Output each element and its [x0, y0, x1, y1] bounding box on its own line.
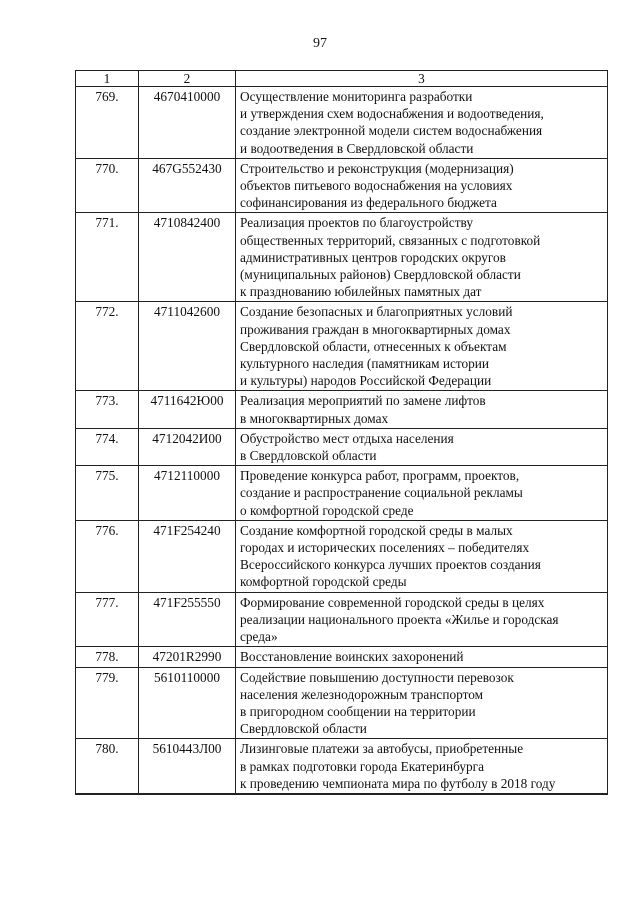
description-line: общественных территорий, связанных с подготовкой — [240, 232, 541, 248]
description-line: в Свердловской области — [240, 448, 377, 464]
budget-code: 5610443Л00 — [139, 739, 236, 794]
description-line: Реализация проектов по благоустройству — [240, 215, 473, 231]
table-body — [76, 87, 608, 794]
column-header-code: 2 — [139, 71, 236, 87]
description-line: проживания граждан в многоквартирных домах — [240, 321, 511, 337]
description-line: к празднованию юбилейных памятных дат — [240, 284, 482, 300]
description-line: реализации национального проекта «Жилье и городская — [240, 611, 559, 627]
description-line: о комфортной городской среде — [240, 502, 414, 518]
row-number: 769. — [76, 87, 139, 159]
table-row — [76, 739, 608, 794]
column-header-description: 3 — [236, 71, 608, 87]
description-line: Строительство и реконструкция (модернизация) — [240, 160, 514, 176]
description-line: объектов питьевого водоснабжения на условиях — [240, 178, 513, 194]
description-line: софинансирования из федерального бюджета — [240, 195, 497, 211]
row-number: 776. — [76, 520, 139, 592]
budget-code: 4711642Ю00 — [139, 391, 236, 428]
table-row — [76, 391, 608, 428]
table-row — [76, 520, 608, 592]
description-line: и утверждения схем водоснабжения и водоотведения, — [240, 106, 544, 122]
budget-code: 471F255550 — [139, 592, 236, 647]
description-line: к проведению чемпионата мира по футболу в 2018 году — [240, 775, 556, 791]
budget-code: 4711042600 — [139, 302, 236, 391]
description-line: Всероссийского конкурса лучших проектов создания — [240, 557, 541, 573]
row-description — [236, 391, 608, 428]
row-description — [236, 739, 608, 794]
budget-code: 467G552430 — [139, 158, 236, 213]
description-line: Свердловской области — [240, 721, 367, 737]
row-number: 771. — [76, 213, 139, 302]
row-description — [236, 302, 608, 391]
table-row — [76, 213, 608, 302]
table-row — [76, 667, 608, 739]
row-description — [236, 667, 608, 739]
row-number: 777. — [76, 592, 139, 647]
description-line: городах и исторических поселениях – победителях — [240, 540, 530, 556]
row-description — [236, 213, 608, 302]
row-description — [236, 520, 608, 592]
budget-code: 471F254240 — [139, 520, 236, 592]
description-line: Проведение конкурса работ, программ, проектов, — [240, 468, 520, 484]
row-number: 778. — [76, 647, 139, 667]
row-number: 774. — [76, 428, 139, 465]
description-line: Реализация мероприятий по замене лифтов — [240, 393, 486, 409]
description-line: Обустройство мест отдыха населения — [240, 430, 454, 446]
table-row — [76, 302, 608, 391]
budget-code: 4670410000 — [139, 87, 236, 159]
description-line: комфортной городской среды — [240, 574, 407, 590]
row-number: 775. — [76, 466, 139, 521]
row-number: 779. — [76, 667, 139, 739]
description-line: создание электронной модели систем водоснабжения — [240, 123, 543, 139]
description-line: Содействие повышению доступности перевозок — [240, 669, 514, 685]
column-header-number: 1 — [76, 71, 139, 87]
row-description — [236, 428, 608, 465]
table-row — [76, 647, 608, 667]
table-row — [76, 466, 608, 521]
description-line: Восстановление воинских захоронений — [240, 649, 464, 665]
row-description — [236, 466, 608, 521]
row-description — [236, 87, 608, 159]
description-line: (муниципальных районов) Свердловской области — [240, 267, 521, 283]
description-line: в многоквартирных домах — [240, 410, 389, 426]
description-line: культурного наследия (памятникам истории — [240, 356, 490, 372]
description-line: и культуры) народов Российской Федерации — [240, 373, 492, 389]
budget-code: 4712110000 — [139, 466, 236, 521]
description-line: Создание комфортной городской среды в малых — [240, 522, 513, 538]
row-number: 770. — [76, 158, 139, 213]
row-description — [236, 158, 608, 213]
description-line: Свердловской области, отнесенных к объектам — [240, 338, 507, 354]
budget-code: 4712042И00 — [139, 428, 236, 465]
table-row — [76, 592, 608, 647]
description-line: в рамках подготовки города Екатеринбурга — [240, 758, 485, 774]
table-row — [76, 428, 608, 465]
description-line: создание и распространение социальной рекламы — [240, 485, 523, 501]
row-description — [236, 647, 608, 667]
budget-code-table — [75, 70, 608, 795]
budget-code: 47201R2990 — [139, 647, 236, 667]
description-line: среда» — [240, 629, 278, 645]
description-line: и водоотведения в Свердловской области — [240, 140, 474, 156]
table-header-row — [76, 71, 608, 87]
table-row — [76, 87, 608, 159]
description-line: Создание безопасных и благоприятных условий — [240, 304, 513, 320]
description-line: населения железнодорожным транспортом — [240, 686, 484, 702]
description-line: в пригородном сообщении на территории — [240, 703, 476, 719]
row-description — [236, 592, 608, 647]
description-line: Лизинговые платежи за автобусы, приобретенные — [240, 741, 524, 757]
table-row — [76, 158, 608, 213]
row-number: 772. — [76, 302, 139, 391]
page-number: 97 — [313, 36, 327, 51]
budget-code: 5610110000 — [139, 667, 236, 739]
description-line: Осуществление мониторинга разработки — [240, 89, 473, 104]
budget-code: 4710842400 — [139, 213, 236, 302]
description-line: Формирование современной городской среды в целях — [240, 594, 545, 610]
row-number: 780. — [76, 739, 139, 794]
row-number: 773. — [76, 391, 139, 428]
description-line: административных центров городских округов — [240, 249, 506, 265]
